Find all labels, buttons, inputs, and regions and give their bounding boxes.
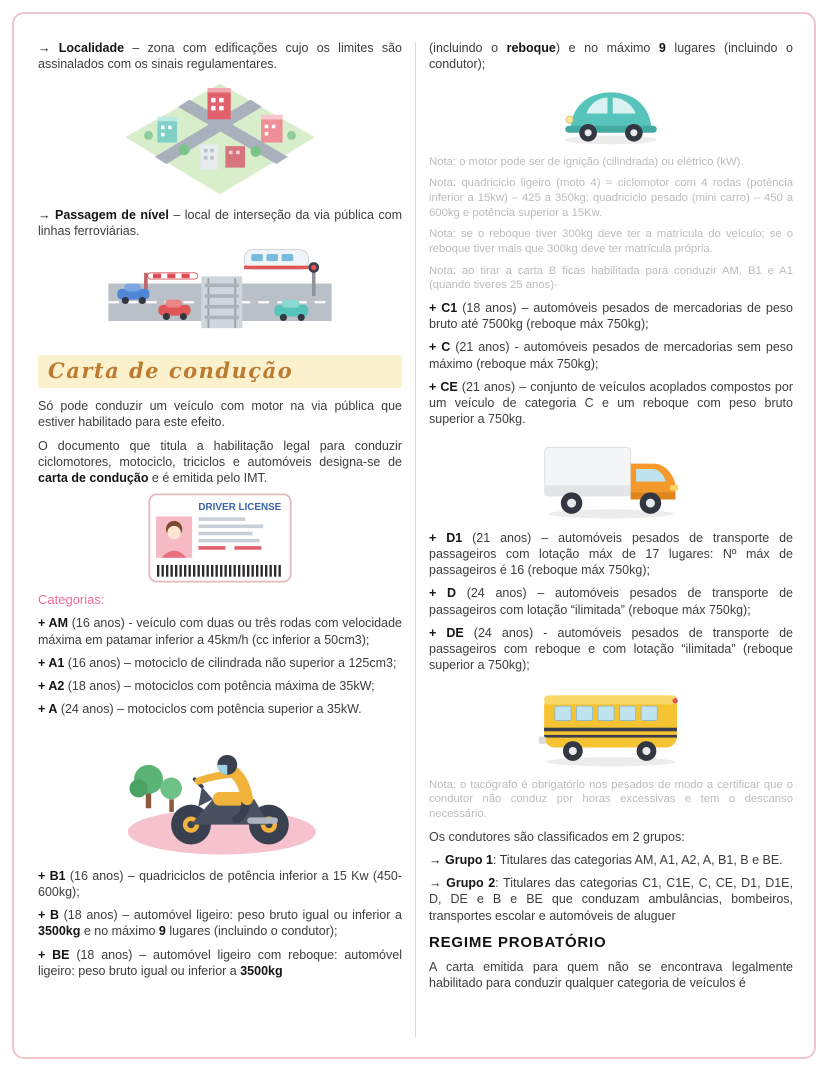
- category-d: + D (24 anos) – automóveis pesados de transporte de passageiros com lotação “ilimitada” (reboque máx 750kg);: [429, 586, 793, 617]
- group-1: → Grupo 1: Titulares das categorias AM, A1, A2, A, B1, B e BE.: [429, 852, 783, 867]
- category-a: + A (24 anos) – motociclos com potência superior a 35kW.: [38, 702, 362, 717]
- note-tacografo: Nota: o tacógrafo é obrigatório nos pesados de modo a certificar que o condutor não conduz por horas excessivas e tem o descanso necessário.: [429, 778, 793, 820]
- city-illustration: [38, 80, 402, 198]
- level-crossing-illustration: [38, 246, 402, 346]
- column-divider: [415, 42, 416, 1037]
- truck-illustration: [429, 435, 793, 521]
- category-a1: + A1 (16 anos) – motociclo de cilindrada não superior a 125cm3;: [38, 655, 397, 670]
- category-b: + B (18 anos) – automóvel ligeiro: peso bruto igual ou inferior a 3500kg e no máximo 9 lugares (incluindo o condutor);: [38, 908, 402, 939]
- right-column: [429, 40, 793, 998]
- group-2: → Grupo 2: Titulares das categorias C1, C1E, C, CE, D1, D1E, D, DE e B e BE que conduzam ambulâncias, bombeiros, transportes escolar e automóveis de aluguer: [429, 876, 793, 923]
- section-heading-carta-de-conducao: Carta de condução: [38, 355, 402, 388]
- note-reboque-matricula: Nota: se o reboque tiver 300kg deve ter a matrícula do veículo; se o reboque tiver mais que 300kg deve ter matrícula própria.: [429, 228, 793, 255]
- category-d1: + D1 (21 anos) – automóveis pesados de transporte de passageiros com lotação máx de 17 lugares: Nº máx de passageiros é 16 (reboque máx 750kg);: [429, 530, 794, 578]
- left-column: [38, 40, 402, 986]
- category-be: + BE (18 anos) – automóvel ligeiro com reboque: automóvel ligeiro: peso bruto igual ou inferior a 3500kg: [38, 947, 402, 978]
- regime-paragraph: A carta emitida para quem não se encontrava legalmente habilitado para conduzir qualquer categoria de veículos é: [429, 959, 793, 991]
- groups-intro: Os condutores são classificados em 2 grupos:: [429, 829, 685, 844]
- category-c1: + C1 (18 anos) – automóveis pesados de mercadorias de peso bruto até 7500kg (reboque máx 750kg);: [429, 300, 793, 332]
- category-b1: + B1 (16 anos) – quadriciclos de potência inferior a 15 Kw (450-600kg);: [38, 868, 402, 899]
- driver-license-illustration: [38, 493, 402, 583]
- localidade-definition: → Localidade – zona com edificações cujo os limites são assinalados com os sinais regulamentares.: [38, 41, 402, 72]
- note-carta-b: Nota: ao tirar a carta B ficas habilitada para conduzir AM, B1 e A1 (quando tiveres 25 anos)-: [429, 264, 793, 292]
- note-quadriciclo: Nota: quadriciclo ligeiro (moto 4) = ciclomotor com 4 rodas (potência inferior a 15kw) – 425 a 350kg; quadriciclo pesado (mini carro) – 450 a 600kg e potência superior a 15Kw.: [429, 177, 793, 219]
- svg-text:DRIVER LICENSE: DRIVER LICENSE: [198, 502, 282, 514]
- carta-paragraph-1: Só pode conduzir um veículo com motor na via pública que estiver habilitado para este efeito.: [38, 399, 402, 430]
- categories-label: Categorias:: [38, 592, 105, 608]
- passagem-de-nivel-definition: → Passagem de nível – local de interseção da via pública com linhas ferroviárias.: [38, 207, 402, 238]
- carta-paragraph-2: O documento que titula a habilitação legal para conduzir ciclomotores, motociclo, triciclos e automóveis designa-se de carta de condução e é emitida pelo IMT.: [38, 438, 402, 485]
- category-be-continuation: (incluindo o reboque) e no máximo 9 lugares (incluindo o condutor);: [429, 41, 793, 72]
- category-c: + C (21 anos) - automóveis pesados de mercadorias sem peso máximo (reboque máx 750kg);: [429, 340, 793, 371]
- category-a2: + A2 (18 anos) – motociclos com potência máxima de 35kW;: [38, 679, 375, 693]
- page-border: [12, 12, 816, 1059]
- teal-car-illustration: [429, 80, 793, 146]
- category-am: + AM (16 anos) - veículo com duas ou três rodas com velocidade máxima em patamar inferior a 45km/h (cc inferior a 50cm3);: [38, 616, 402, 647]
- category-ce: + CE (21 anos) – conjunto de veículos acoplados compostos por um veículo de categoria C e um reboque com peso bruto superior a 750kg.: [429, 379, 793, 427]
- note-motor: Nota: o motor pode ser de ignição (cilindrada) ou elétrico (kW).: [429, 155, 744, 168]
- school-bus-illustration: [429, 681, 793, 769]
- section-heading-regime-probatorio: REGIME PROBATÓRIO: [429, 933, 607, 951]
- category-de: + DE (24 anos) - automóveis pesados de transporte de passageiros com reboque e com lotação “ilimitada” (reboque superior a 750kg);: [429, 625, 793, 673]
- motorcycle-illustration: [38, 725, 402, 859]
